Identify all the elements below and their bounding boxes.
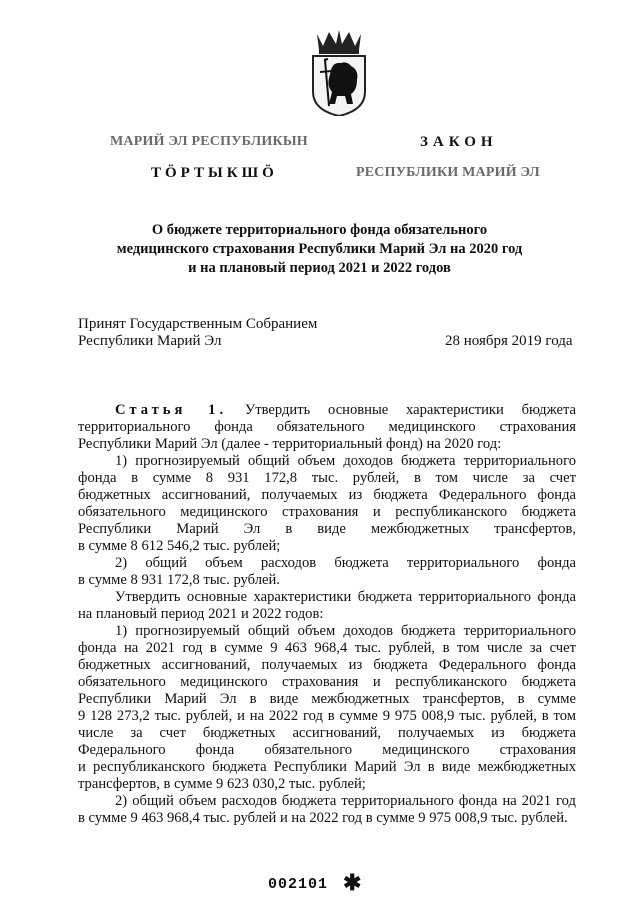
- body-line: Республики Марий Эл в виде межбюджетных трансфертов,: [78, 521, 576, 537]
- adopted-by-line1: Принят Государственным Собранием: [78, 316, 318, 332]
- adoption-date: 28 ноября 2019 года: [445, 333, 573, 349]
- title-line: медицинского страхования Республики Марий Эл на 2020 год: [116, 241, 523, 257]
- body-line: на плановый период 2021 и 2022 годов:: [78, 606, 324, 622]
- adopted-by-line2: Республики Марий Эл: [78, 333, 222, 349]
- body-line: трансфертов, в сумме 9 623 030,2 тыс. рублей;: [78, 776, 366, 792]
- body-line: и республиканского бюджета Республики Марий Эл в виде межбюджетных: [78, 759, 576, 775]
- coat-of-arms-icon: [307, 30, 371, 116]
- body-line: Утвердить основные характеристики бюджета территориального фонда: [115, 589, 576, 605]
- header-ru-line1: ЗАКОН: [420, 134, 498, 150]
- body-line: бюджетных ассигнований, получаемых из бюджета Федерального фонда: [78, 657, 576, 673]
- asterisk-icon: ✱: [343, 870, 362, 895]
- page-number: 002101: [268, 876, 329, 893]
- body-line: в сумме 8 612 546,2 тыс. рублей;: [78, 538, 281, 554]
- body-line: фонда на 2021 год в сумме 9 463 968,4 тыс. рублей, в том числе за счет: [78, 640, 576, 656]
- article-first-line-text: Утвердить основные характеристики бюджета: [244, 402, 577, 418]
- title-line: О бюджете территориального фонда обязательного: [151, 222, 488, 238]
- body-line: фонда в сумме 8 931 172,8 тыс. рублей, в том числе за счет: [78, 470, 576, 486]
- body-line: в сумме 8 931 172,8 тыс. рублей.: [78, 572, 280, 588]
- body-line: 2) общий объем расходов бюджета территориального фонда на 2021 год: [115, 793, 576, 809]
- body-line: Федерального фонда обязательного медицинского страхования: [78, 742, 576, 758]
- body-line: 2) общий объем расходов бюджета территориального фонда: [115, 555, 576, 571]
- article-first-line: [115, 402, 576, 419]
- document-title: [0, 221, 639, 278]
- header-mari-line1: МАРИЙ ЭЛ РЕСПУБЛИКЫН: [110, 134, 308, 149]
- body-line: Республики Марий Эл (далее - территориальный фонд) на 2020 год:: [78, 436, 502, 452]
- body-line: в сумме 9 463 968,4 тыс. рублей и на 2022 год в сумме 9 975 008,9 тыс. рублей.: [78, 810, 568, 826]
- header-mari-line2: ТӦРТЫКШӦ: [151, 165, 278, 181]
- body-line: бюджетных ассигнований, получаемых из бюджета Федерального фонда: [78, 487, 576, 503]
- body-line: обязательного медицинского страхования и республиканского бюджета: [78, 674, 576, 690]
- article-label: Статья 1.: [115, 402, 228, 418]
- body-line: 1) прогнозируемый общий объем доходов бюджета территориального: [115, 623, 576, 639]
- header-ru-line2: РЕСПУБЛИКИ МАРИЙ ЭЛ: [356, 165, 540, 180]
- body-line: числе за счет бюджетных ассигнований, получаемых из бюджета: [78, 725, 576, 741]
- body-line: обязательного медицинского страхования и республиканского бюджета: [78, 504, 576, 520]
- body-line: территориального фонда обязательного медицинского страхования: [78, 419, 576, 435]
- title-line: и на плановый период 2021 и 2022 годов: [188, 260, 451, 276]
- body-line: Республики Марий Эл в виде межбюджетных трансфертов, в сумме: [78, 691, 576, 707]
- body-line: 1) прогнозируемый общий объем доходов бюджета территориального: [115, 453, 576, 469]
- body-line: 9 128 273,2 тыс. рублей, и на 2022 год в сумме 9 975 008,9 тыс. рублей, в том: [78, 708, 576, 724]
